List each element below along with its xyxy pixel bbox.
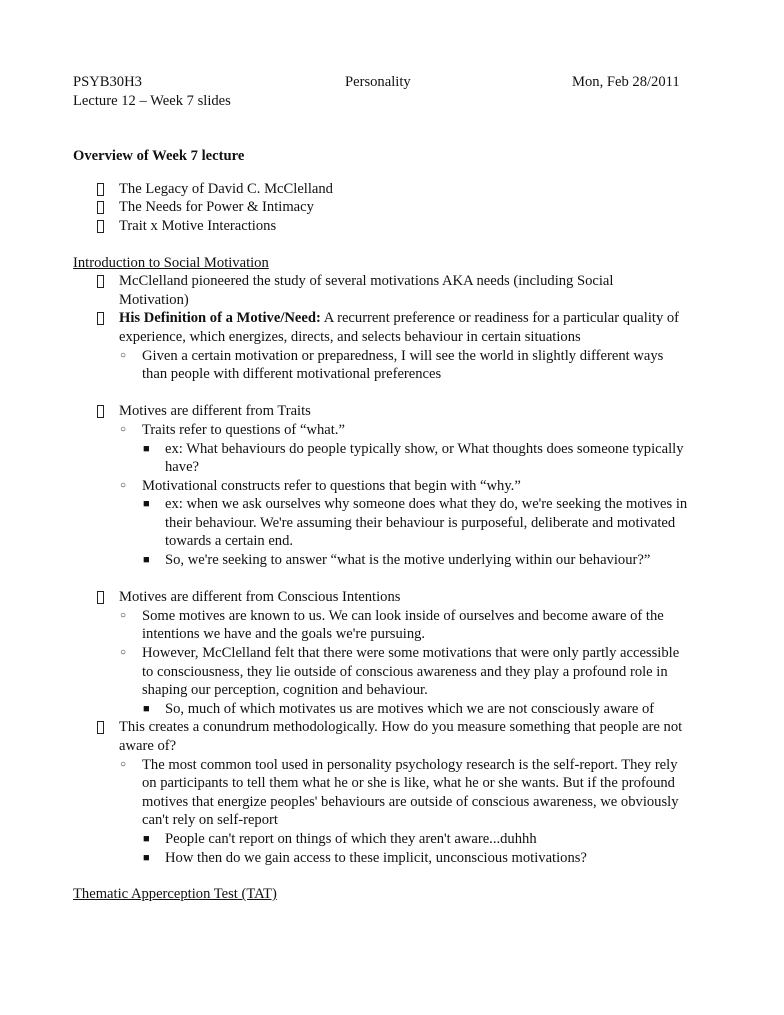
list-item: ■ How then do we gain access to these implicit, unconscious motivations?	[143, 849, 587, 866]
bullet-box-icon	[97, 217, 104, 239]
course-subject: Personality	[345, 74, 411, 90]
list-item: ○ Some motives are known to us. We can look inside of ourselves and become aware of the intentions we have and the goals we're pursuing.	[120, 607, 664, 643]
definition-label: His Definition of a Motive/Need:	[119, 310, 321, 327]
lecture-date: Mon, Feb 28/2011	[572, 74, 680, 90]
list-item: ■ So, much of which motivates us are motives which we are not consciously aware of	[143, 700, 655, 717]
overview-list	[73, 180, 713, 236]
list-item: Motives are different from Conscious Intentions	[73, 588, 713, 607]
bullet-box-icon	[97, 309, 104, 331]
list-item: The Legacy of David C. McClelland	[73, 180, 713, 199]
circle-bullet-icon: ○	[120, 423, 127, 435]
bullet-box-icon	[97, 272, 104, 294]
header-row	[73, 73, 713, 92]
list-item: ■ ex: when we ask ourselves why someone does what they do, we're seeking the motives in their behaviour. We're assuming their behaviour is purposeful, deliberate and motivated towards a certain end.	[143, 496, 688, 550]
bullet-box-icon	[97, 718, 104, 740]
document-page	[73, 73, 713, 904]
list-item: ○ The most common tool used in personality psychology research is the self-report. They rely on participants to tell them what he or she is like, what he or she wants. But if the profound motives that energize peoples' behaviours are outside of conscious awareness, we obviously can't rely on self-report	[120, 756, 679, 829]
list-item: This creates a conundrum methodologically. How do you measure something that people are not aware of?	[73, 718, 713, 755]
square-bullet-icon: ■	[143, 832, 150, 845]
list-item: ■ ex: What behaviours do people typically show, or What thoughts does someone typically have?	[143, 440, 684, 476]
lecture-title: Lecture 12 – Week 7 slides	[73, 92, 231, 109]
circle-bullet-icon: ○	[120, 609, 127, 621]
list-item: ○ Traits refer to questions of “what.”	[120, 421, 345, 438]
list-item: Trait x Motive Interactions	[73, 217, 713, 236]
list-item: ○ Given a certain motivation or preparedness, I will see the world in slightly different ways than people with different motivational preferences	[120, 347, 664, 383]
tat-heading: Thematic Apperception Test (TAT)	[73, 886, 277, 903]
intro-list	[73, 272, 713, 867]
circle-bullet-icon: ○	[120, 647, 127, 659]
circle-bullet-icon: ○	[120, 758, 127, 770]
overview-heading: Overview of Week 7 lecture	[73, 148, 245, 165]
course-code: PSYB30H3	[73, 74, 142, 90]
square-bullet-icon: ■	[143, 554, 150, 567]
list-item: McClelland pioneered the study of several motivations AKA needs (including Social Motivation)	[73, 272, 713, 309]
square-bullet-icon: ■	[143, 851, 150, 864]
circle-bullet-icon: ○	[120, 479, 127, 491]
list-item: His Definition of a Motive/Need: A recurrent preference or readiness for a particular quality of experience, which energizes, directs, and selects behaviour in certain situations	[73, 309, 713, 346]
intro-heading: Introduction to Social Motivation	[73, 254, 269, 271]
list-item: ■ So, we're seeking to answer “what is the motive underlying within our behaviour?”	[143, 552, 651, 569]
square-bullet-icon: ■	[143, 442, 150, 455]
list-item: ○ However, McClelland felt that there were some motivations that were only partly accessible to consciousness, they lie outside of conscious awareness and they play a profound role in shaping our perception, cognition and behaviour.	[120, 645, 680, 699]
square-bullet-icon: ■	[143, 498, 150, 511]
square-bullet-icon: ■	[143, 702, 150, 715]
list-item: Motives are different from Traits	[73, 402, 713, 421]
list-item: The Needs for Power & Intimacy	[73, 198, 713, 217]
circle-bullet-icon: ○	[120, 349, 127, 361]
list-item: ○ Motivational constructs refer to questions that begin with “why.”	[120, 477, 521, 494]
list-item: ■ People can't report on things of which they aren't aware...duhhh	[143, 830, 537, 847]
